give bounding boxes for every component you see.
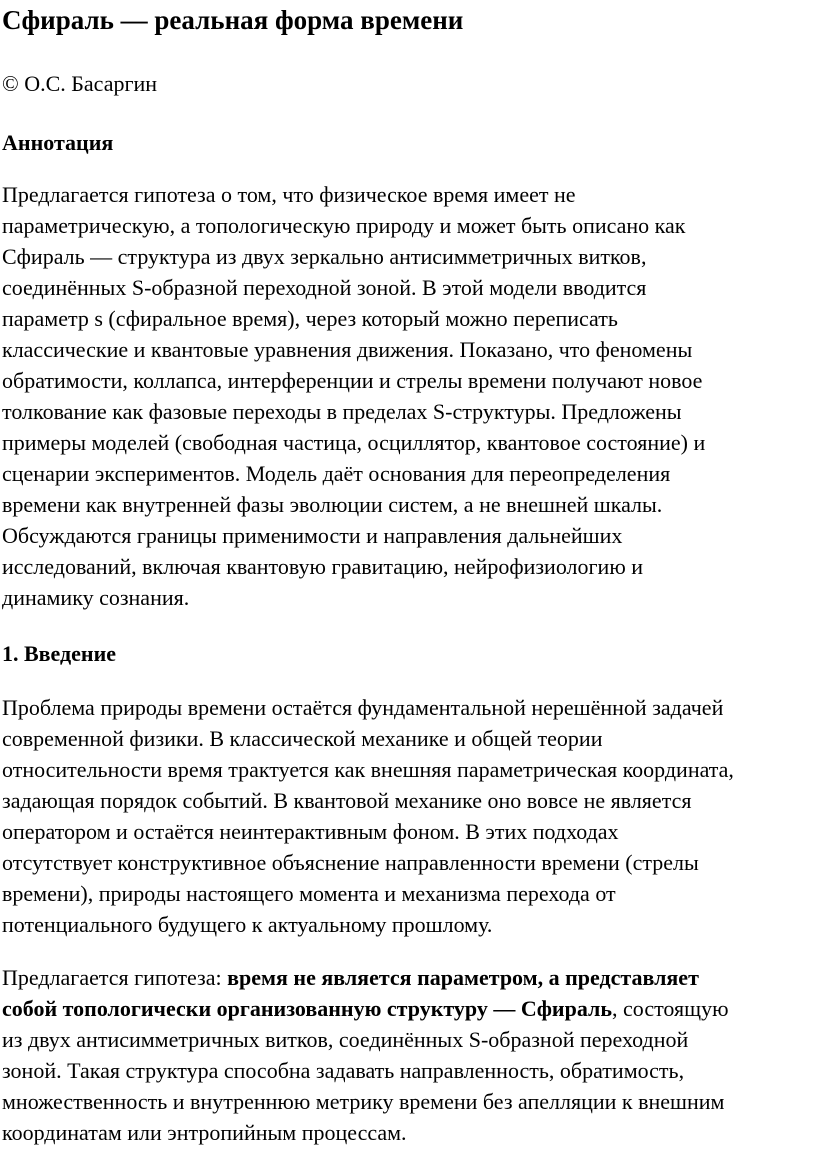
text-line: сценарии экспериментов. Модель даёт основания для переопределения xyxy=(2,461,671,486)
text-line: времени как внутренней фазы эволюции систем, а не внешней шкалы. xyxy=(2,492,663,517)
text-line: толкование как фазовые переходы в пределах S-структуры. Предложены xyxy=(2,399,682,424)
text-line: из двух антисимметричных витков, соединённых S-образной переходной xyxy=(2,1027,689,1052)
text-line: множественность и внутреннюю метрику времени без апелляции к внешним xyxy=(2,1089,725,1114)
hypothesis-bold-part-2: собой топологически организованную структуру — Сфираль xyxy=(2,996,613,1021)
introduction-paragraph-1 xyxy=(2,692,816,940)
text-line: оператором и остаётся неинтерактивным фоном. В этих подходах xyxy=(2,819,619,844)
text-line: примеры моделей (свободная частица, осциллятор, квантовое состояние) и xyxy=(2,430,706,455)
hypothesis-lead: Предлагается гипотеза: xyxy=(2,965,228,990)
author-line: © О.С. Басаргин xyxy=(2,71,158,96)
text-line: зоной. Такая структура способна задавать направленность, обратимость, xyxy=(2,1058,685,1083)
introduction-paragraph-2 xyxy=(2,962,816,1148)
text-line: Предлагается гипотеза о том, что физическое время имеет не xyxy=(2,182,576,207)
text-line: современной физики. В классической механике и общей теории xyxy=(2,726,603,751)
text-line xyxy=(2,993,816,1024)
text-line: относительности время трактуется как внешняя параметрическая координата, xyxy=(2,757,734,782)
text-line: времени), природы настоящего момента и механизма перехода от xyxy=(2,881,616,906)
text-line: исследований, включая квантовую гравитацию, нейрофизиологию и xyxy=(2,554,644,579)
abstract-heading: Аннотация xyxy=(2,130,114,155)
text-line: динамику сознания. xyxy=(2,585,190,610)
text-line: координатам или энтропийным процессам. xyxy=(2,1120,407,1145)
text-line xyxy=(2,962,816,993)
text-line: Обсуждаются границы применимости и направления дальнейших xyxy=(2,523,623,548)
hypothesis-continuation: , состоящую xyxy=(612,996,729,1021)
document-title: Сфираль — реальная форма времени xyxy=(2,5,464,35)
text-line: Сфираль — структура из двух зеркально антисимметричных витков, xyxy=(2,244,647,269)
text-line: потенциального будущего к актуальному прошлому. xyxy=(2,912,493,937)
text-line: классические и квантовые уравнения движения. Показано, что феномены xyxy=(2,337,693,362)
text-line: параметрическую, а топологическую природу и может быть описано как xyxy=(2,213,686,238)
introduction-heading: 1. Введение xyxy=(2,641,117,666)
text-line: обратимости, коллапса, интерференции и стрелы времени получают новое xyxy=(2,368,703,393)
text-line: задающая порядок событий. В квантовой механике оно вовсе не является xyxy=(2,788,692,813)
text-line: параметр s (сфиральное время), через который можно переписать xyxy=(2,306,618,331)
text-line: соединённых S-образной переходной зоной. В этой модели вводится xyxy=(2,275,647,300)
text-line: Проблема природы времени остаётся фундаментальной нерешённой задачей xyxy=(2,695,724,720)
hypothesis-bold-part-1: время не является параметром, а представляет xyxy=(227,965,699,990)
text-line: отсутствует конструктивное объяснение направленности времени (стрелы xyxy=(2,850,699,875)
abstract-paragraph xyxy=(2,179,816,613)
